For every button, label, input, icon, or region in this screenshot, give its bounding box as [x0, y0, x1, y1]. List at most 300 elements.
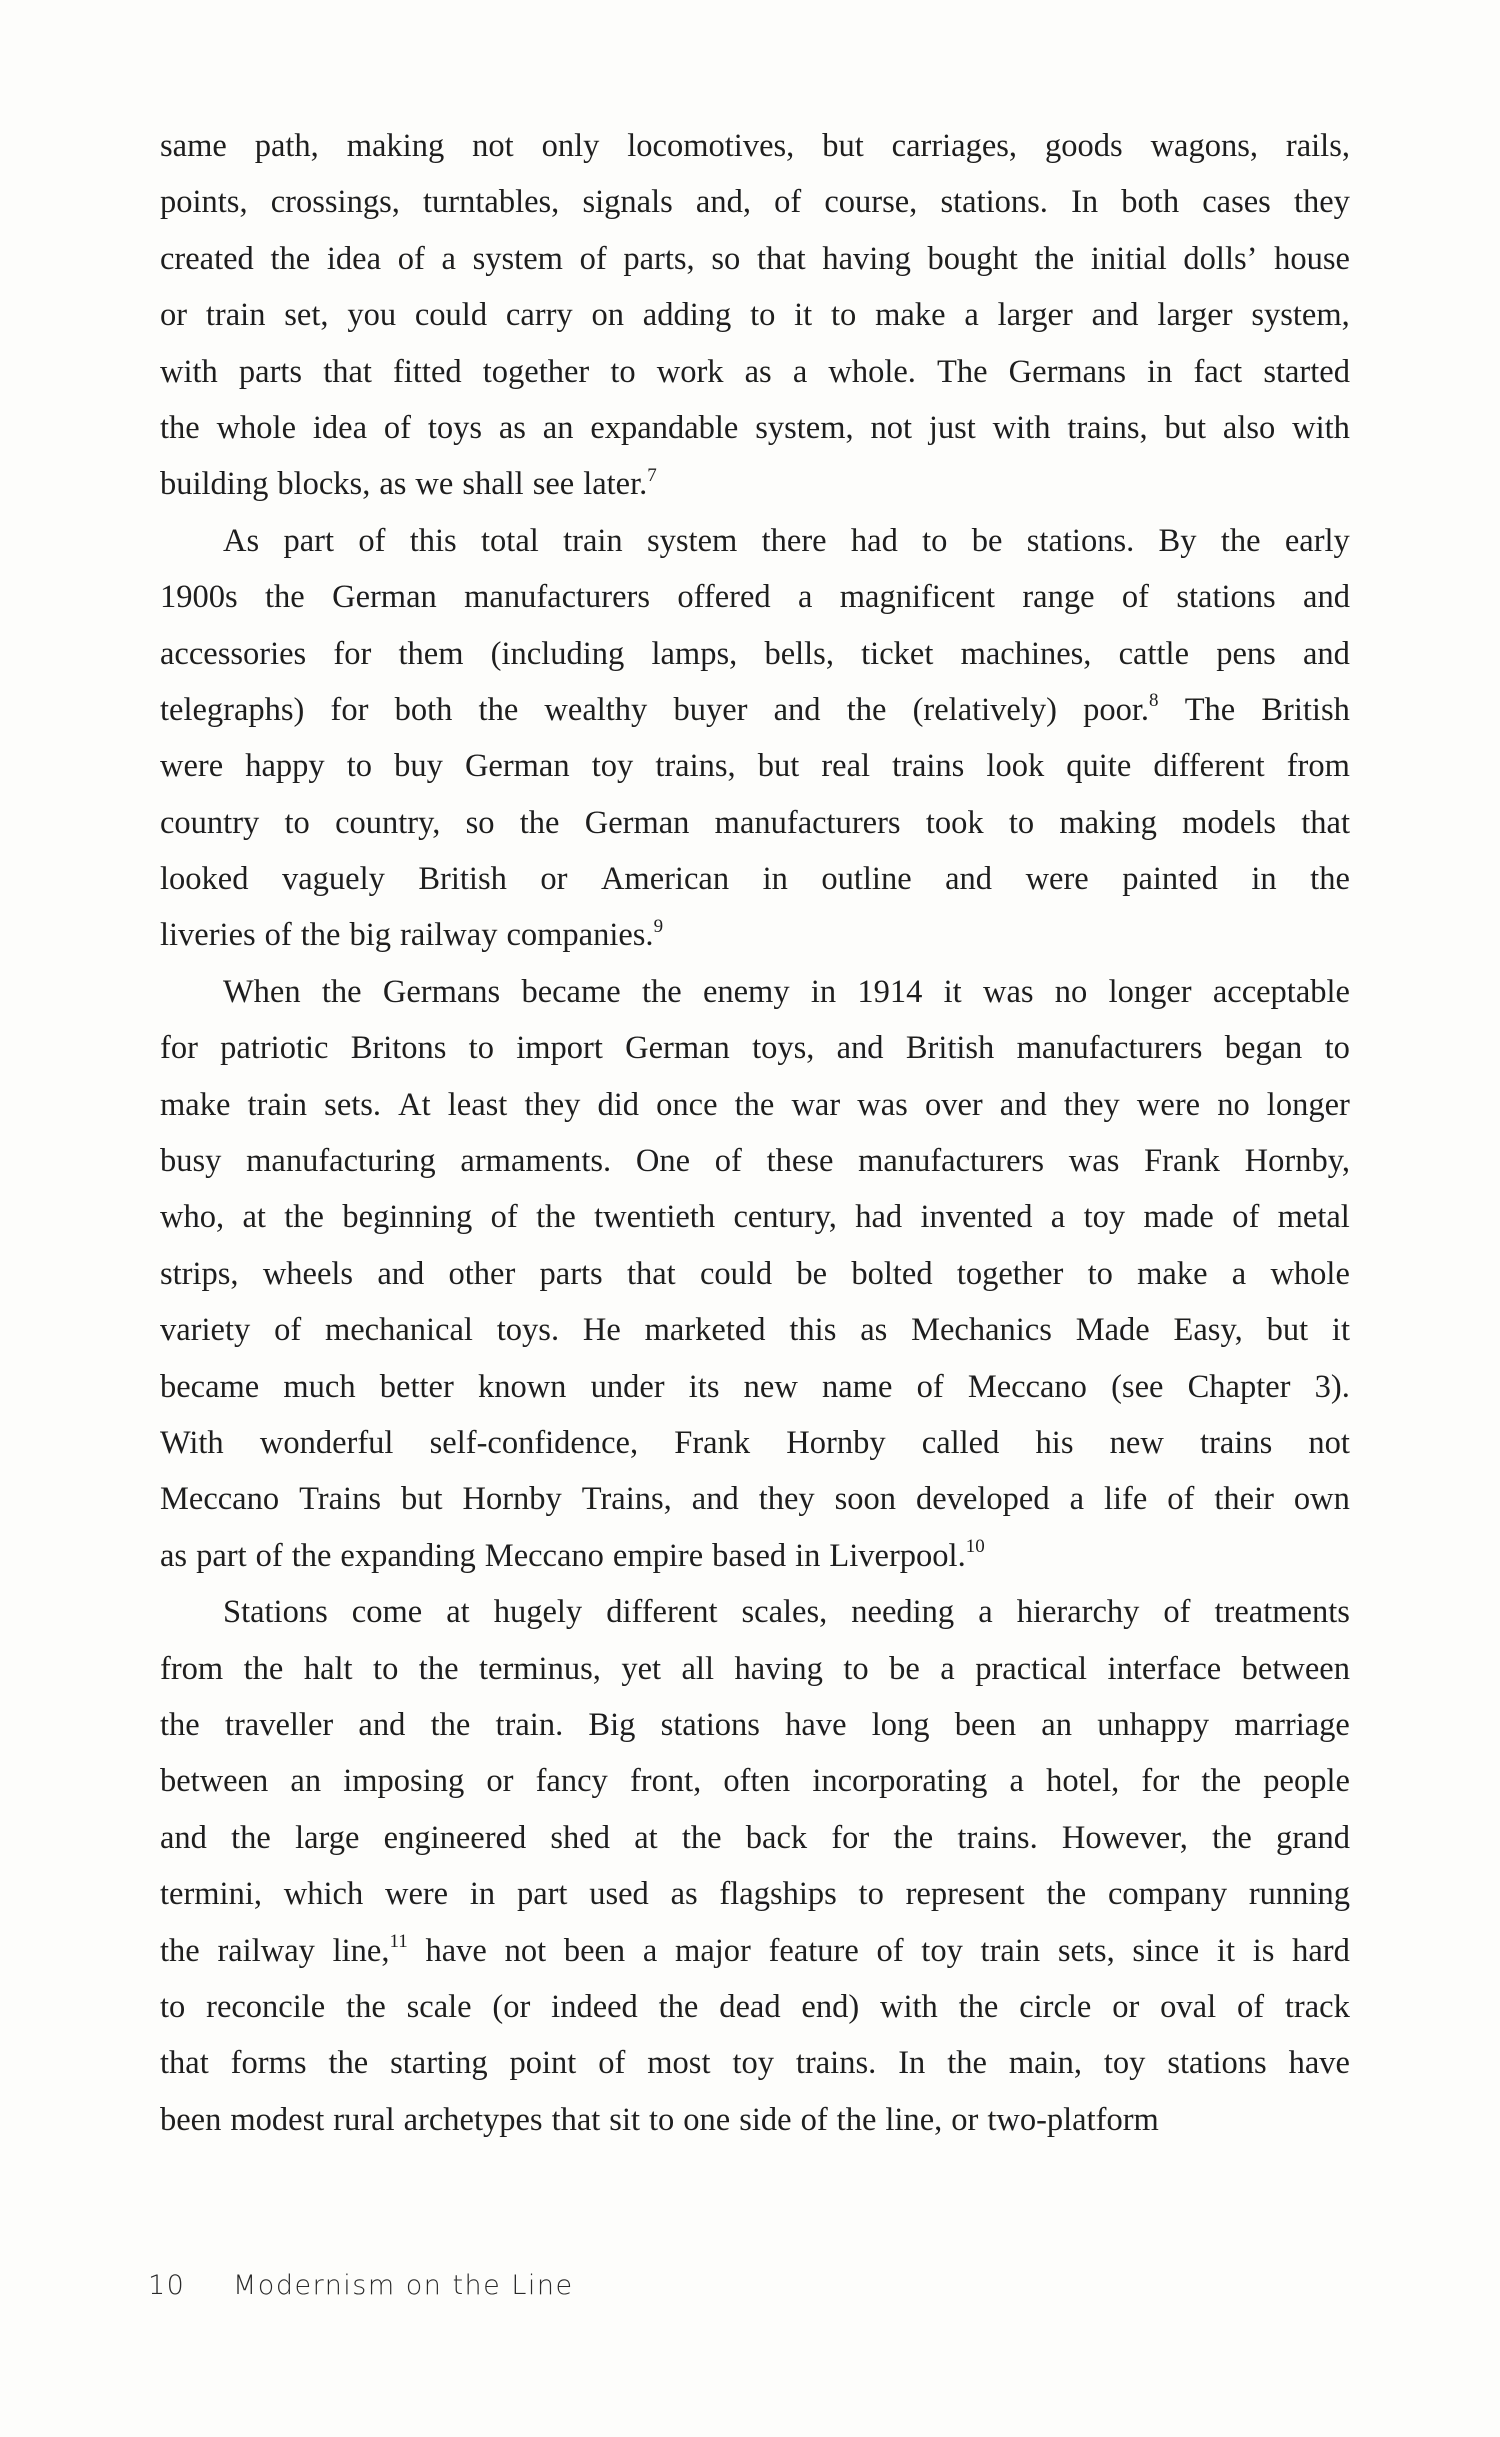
paragraph [160, 118, 1350, 513]
word: country, [335, 804, 441, 841]
word: magnificent [839, 579, 995, 616]
word: manufacturers [1016, 1030, 1203, 1067]
word: bought [927, 240, 1018, 277]
word: the [958, 1988, 999, 2025]
word: Hornby [786, 1424, 886, 1461]
word: having [822, 240, 911, 277]
word: under [590, 1368, 665, 1405]
word: running [1248, 1876, 1350, 1913]
word: companies.$^9$ [506, 915, 664, 954]
word: represent [905, 1876, 1025, 1913]
word: the [265, 579, 305, 616]
word: an [542, 409, 574, 446]
word: the [947, 2045, 987, 2082]
word: enemy [702, 973, 790, 1010]
word: of [1121, 579, 1149, 616]
word: buy [394, 748, 443, 785]
word: be [796, 1255, 828, 1292]
word: other [448, 1255, 516, 1292]
word: better [379, 1368, 454, 1405]
word: you [347, 297, 397, 334]
word: the [231, 1819, 271, 1856]
word: flagships [719, 1876, 837, 1913]
word: have [1288, 2045, 1350, 2082]
text-line [160, 513, 1350, 569]
word: the [846, 691, 887, 728]
word: major [675, 1932, 751, 1969]
word: American [600, 861, 730, 898]
page-footer [148, 2270, 574, 2301]
word: lamps, [651, 635, 738, 672]
word: the [641, 973, 682, 1010]
text-line [160, 1923, 1350, 1979]
word: for [160, 1030, 198, 1067]
word: variety [160, 1312, 251, 1349]
word: the [328, 2045, 369, 2082]
word: not [472, 128, 514, 164]
word: part [516, 1876, 568, 1913]
word: fitted [393, 353, 462, 390]
word: system [647, 522, 738, 559]
word: that [1301, 804, 1350, 841]
word: most [647, 2045, 711, 2082]
word: different [1153, 748, 1265, 785]
word: Meccano [160, 1481, 280, 1518]
text-line [160, 1189, 1350, 1245]
word: Easy, [1173, 1312, 1243, 1349]
word: be [971, 522, 1003, 559]
word: patriotic [220, 1030, 329, 1067]
word: as [498, 409, 526, 446]
word: the [893, 1819, 934, 1856]
word: German [625, 1030, 730, 1067]
word: to [858, 1876, 884, 1913]
text-line [160, 1133, 1350, 1189]
word: goods [1044, 128, 1123, 164]
word: offered [677, 579, 771, 616]
word: Britons [350, 1030, 447, 1067]
word: As [223, 522, 260, 559]
word: not [504, 1932, 547, 1969]
word: them [398, 635, 464, 672]
word: train. [495, 1706, 564, 1743]
word: toy [921, 1932, 963, 1969]
word: He [582, 1312, 621, 1349]
word: come [351, 1594, 423, 1631]
word: Frank [674, 1424, 751, 1461]
word: whole. [828, 353, 916, 390]
word: archetypes [403, 2101, 543, 2138]
word: who, [160, 1199, 225, 1236]
word: war [791, 1086, 841, 1123]
word: rails, [1285, 128, 1350, 164]
word: it [943, 973, 962, 1010]
word: parts [539, 1255, 603, 1292]
footnote-marker[interactable]: 10 [965, 1535, 985, 1557]
word: stations. [940, 184, 1048, 221]
text-line [160, 569, 1350, 625]
word: toy [1083, 1199, 1126, 1236]
word: idea [326, 240, 382, 277]
word: acceptable [1212, 973, 1350, 1010]
word: fancy [535, 1763, 608, 1800]
word: been [954, 1706, 1017, 1743]
word: its [688, 1368, 720, 1405]
word: of [274, 1312, 302, 1349]
word: total [481, 522, 539, 559]
word: but [822, 128, 864, 164]
word: wonderful [259, 1424, 394, 1461]
word: the [1212, 1819, 1252, 1856]
word: his [1035, 1424, 1074, 1461]
text-line [160, 738, 1350, 794]
word: quite [1066, 748, 1132, 785]
word: in [810, 973, 837, 1010]
word: were [1025, 861, 1089, 898]
word: train [247, 1086, 308, 1123]
word: Mechanics [911, 1312, 1052, 1349]
paragraph [160, 513, 1350, 964]
word: bolted [851, 1255, 933, 1292]
word: side [739, 2101, 792, 2138]
word: By [1158, 522, 1197, 559]
text-line [160, 964, 1350, 1020]
word: sets, [1057, 1932, 1115, 1969]
word: were [160, 748, 224, 785]
word: large [295, 1819, 360, 1856]
word: the [734, 1086, 775, 1123]
word: hard [1292, 1932, 1350, 1969]
word: this [789, 1312, 837, 1349]
word: of [255, 1537, 283, 1574]
word: a [1050, 1199, 1066, 1236]
word: toys. [496, 1312, 560, 1349]
word: in [469, 1876, 496, 1913]
word: for [1141, 1763, 1180, 1800]
text-line [160, 1528, 1350, 1584]
word: often [723, 1763, 791, 1800]
word: making [1059, 804, 1157, 841]
word: their [1214, 1481, 1274, 1518]
word: accessories [160, 635, 307, 672]
word: German [332, 579, 437, 616]
text-line [160, 118, 1350, 174]
word: yet [621, 1650, 662, 1687]
word: carriages, [891, 128, 1018, 164]
word: British [1261, 691, 1350, 728]
word: the [300, 917, 341, 954]
word: be [889, 1650, 920, 1687]
word: different [606, 1594, 718, 1631]
word: unhappy [1097, 1706, 1210, 1743]
text-line [160, 231, 1350, 287]
word: turntables, [423, 184, 560, 221]
word: in [1251, 861, 1277, 898]
word: to [610, 353, 636, 390]
word: have [785, 1706, 847, 1743]
word: bells, [764, 635, 834, 672]
word: trains [892, 748, 965, 785]
word: of [1167, 1481, 1195, 1518]
word: both [394, 691, 453, 728]
word: been [563, 1932, 626, 1969]
word: indeed [551, 1988, 638, 2025]
word: back [745, 1819, 808, 1856]
word: termini, [160, 1876, 262, 1913]
word: a [797, 579, 813, 616]
footnote-marker[interactable]: 8 [1149, 690, 1159, 712]
word: that [626, 1255, 676, 1292]
word: 1914 [857, 973, 923, 1010]
word: (or [492, 1988, 531, 2025]
word: locomotives, [627, 128, 795, 164]
word: of [800, 2101, 828, 2138]
word: set, [284, 297, 329, 334]
word: buyer [673, 691, 748, 728]
word: trains. [795, 2045, 877, 2082]
word: scale [406, 1988, 472, 2025]
word: as [379, 466, 407, 503]
word: the [658, 1988, 699, 2025]
text-line [160, 1584, 1350, 1640]
word: and [836, 1030, 884, 1067]
word: was [1068, 1143, 1120, 1180]
word: they [524, 1086, 581, 1123]
word: and [377, 1255, 425, 1292]
word: system, [1251, 297, 1350, 334]
word: both [1121, 184, 1180, 221]
word: shall [462, 466, 524, 503]
word: but [1164, 409, 1207, 446]
word: Meccano [484, 1537, 604, 1574]
word: (see [1111, 1368, 1164, 1405]
word: that [160, 2045, 209, 2082]
word: from [160, 1650, 224, 1687]
word: halt [303, 1650, 353, 1687]
word: empire [612, 1537, 704, 1574]
word: people [1263, 1763, 1350, 1800]
word: own [1293, 1481, 1350, 1518]
word: long [871, 1706, 930, 1743]
word: an [290, 1763, 322, 1800]
word: outline [821, 861, 912, 898]
word: as [744, 353, 772, 390]
word: as [670, 1876, 698, 1913]
word: armaments. [460, 1143, 612, 1180]
word: in [795, 1537, 821, 1574]
word: it [1216, 1932, 1235, 1969]
word: they [1293, 184, 1350, 221]
word: a [964, 297, 979, 334]
word: longer [1266, 1086, 1350, 1123]
word: expanding [340, 1537, 476, 1574]
word: have [425, 1932, 487, 1969]
word: were [384, 1876, 449, 1913]
word: also [1222, 409, 1276, 446]
word: ticket [861, 635, 934, 672]
word: is [1252, 1932, 1275, 1969]
word: telegraphs) [160, 691, 305, 728]
word: as [860, 1312, 888, 1349]
word: whole [1270, 1255, 1350, 1292]
word: make [875, 297, 946, 334]
word: The [937, 353, 988, 390]
word: hierarchy [1016, 1594, 1140, 1631]
word: could [414, 297, 488, 334]
word: line, [885, 2101, 943, 2138]
word: was [857, 1086, 908, 1123]
word: or [1112, 1988, 1140, 2025]
word: but [1266, 1312, 1309, 1349]
word: vaguely [281, 861, 385, 898]
footnote-marker[interactable]: 11 [389, 1930, 408, 1952]
word: with [1292, 409, 1350, 446]
word: and [773, 691, 821, 728]
word: not [1308, 1424, 1350, 1461]
word: oval [1160, 1988, 1217, 2025]
word: of [397, 240, 425, 277]
word: cattle [1118, 635, 1189, 672]
word: the [681, 1819, 722, 1856]
word: forms [230, 2045, 307, 2082]
word: to [1087, 1255, 1113, 1292]
word: a [1231, 1255, 1247, 1292]
word: practical [975, 1650, 1088, 1687]
word: reconcile [206, 1988, 326, 2025]
word: larger [997, 297, 1073, 334]
word: that [551, 2101, 601, 2138]
word: since [1132, 1932, 1200, 1969]
word: the [284, 1199, 324, 1236]
word: path, [254, 128, 319, 164]
text-line [160, 2092, 1350, 2148]
word: At [398, 1086, 431, 1123]
word: busy [160, 1143, 222, 1180]
word: imposing [343, 1763, 465, 1800]
word: toys [427, 409, 482, 446]
word: but [400, 1481, 443, 1518]
word: new [743, 1368, 798, 1405]
word: Big [588, 1706, 636, 1743]
word: import [516, 1030, 603, 1067]
word: real [821, 748, 871, 785]
word: between [160, 1763, 269, 1800]
word: train [205, 297, 266, 334]
word: had [855, 1199, 903, 1236]
word: One [635, 1143, 691, 1180]
word: or [160, 297, 188, 334]
word: an [1041, 1706, 1072, 1743]
word: to [750, 297, 776, 334]
word: having [734, 1650, 823, 1687]
word: mechanical [324, 1312, 473, 1349]
word: and [945, 861, 993, 898]
word: which [283, 1876, 364, 1913]
word: interface [1107, 1650, 1222, 1687]
word: stations [660, 1706, 760, 1743]
word: but [757, 748, 800, 785]
word: began [1224, 1030, 1303, 1067]
text-line [160, 1979, 1350, 2035]
word: of [598, 2045, 626, 2082]
word: took [925, 804, 984, 841]
page-number: 10 [148, 2270, 186, 2301]
word: the [1201, 1763, 1242, 1800]
word: parts [238, 353, 303, 390]
word: no [1054, 973, 1088, 1010]
word: manufacturing [246, 1143, 436, 1180]
word: traveller [224, 1706, 334, 1743]
text-line [160, 174, 1350, 230]
word: in [1147, 353, 1173, 390]
word: the [536, 1199, 576, 1236]
word: train [563, 522, 623, 559]
word: 1900s [160, 579, 238, 616]
word: and [999, 1086, 1047, 1123]
word: Stations [223, 1594, 328, 1631]
word: trains, [1067, 409, 1148, 446]
word: painted [1122, 861, 1218, 898]
word: at [242, 1199, 266, 1236]
text-line [160, 287, 1350, 343]
word: modest [230, 2101, 325, 2138]
word: In [1071, 184, 1099, 221]
word: created [160, 240, 254, 277]
word: for [831, 1819, 870, 1856]
word: with [160, 353, 218, 390]
word: Hornby [462, 1481, 562, 1518]
word: railway [217, 1932, 315, 1969]
word: main, [1008, 2045, 1082, 2082]
word: strips, [160, 1255, 239, 1292]
word: starting [390, 2045, 488, 2082]
word: as [160, 1537, 188, 1574]
text-line [160, 1415, 1350, 1471]
body-text [160, 118, 1350, 2148]
word: wealthy [544, 691, 648, 728]
word: a [940, 1650, 955, 1687]
word: that [756, 240, 806, 277]
footnote-marker[interactable]: 7 [647, 464, 657, 486]
word: to [922, 522, 948, 559]
word: or [486, 1763, 514, 1800]
paragraph [160, 964, 1350, 1584]
word: the [478, 691, 519, 728]
word: treatments [1214, 1594, 1350, 1631]
word: poor.$^8$ [1083, 690, 1159, 728]
word: crossings, [270, 184, 400, 221]
word: called [921, 1424, 1000, 1461]
footnote-marker[interactable]: 9 [653, 915, 664, 937]
word: the [418, 1650, 459, 1687]
word: the [519, 804, 560, 841]
word: soon [834, 1481, 897, 1518]
word: Meccano [967, 1368, 1087, 1405]
word: dolls’ [1183, 240, 1258, 277]
word: the [1220, 522, 1261, 559]
word: they [758, 1481, 815, 1518]
word: trains. [957, 1819, 1038, 1856]
word: feature [768, 1932, 859, 1969]
word: idea [312, 409, 368, 446]
word: fact [1193, 353, 1243, 390]
word: only [541, 128, 600, 164]
word: system, [755, 409, 854, 446]
word: the [346, 1988, 386, 2025]
word: and [358, 1706, 406, 1743]
text-line [160, 344, 1350, 400]
word: for [333, 635, 372, 672]
